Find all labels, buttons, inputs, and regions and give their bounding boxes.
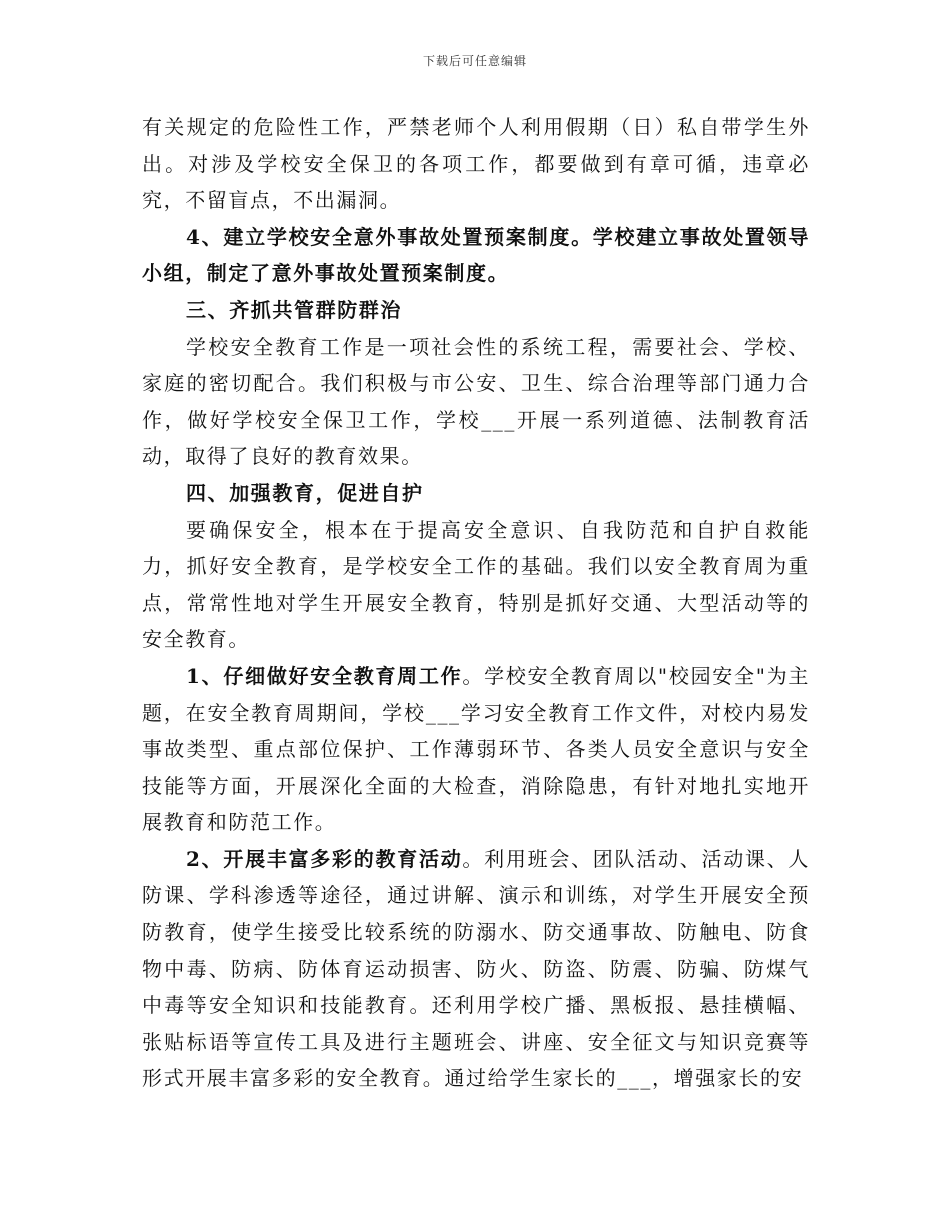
section-heading-strengthen-education: 四、加强教育，促进自护 <box>186 480 424 505</box>
paragraph-body-education-activities: 。利用班会、团队活动、活动课、人防课、学科渗透等途径，通过讲解、演示和训练，对学生开展安全预防教育，使学生接受比较系统的防溺水、防交通事故、防触电、防食物中毒、防病、防体育运动损害、防火、防盗、防震、防骗、防煤气中毒等安全知识和技能教育。还利用学校广播、黑板报、悬挂横幅、张贴标语等宣传工具及进行主题班会、讲座、安全征文与知识竞赛等形式开展丰富多彩的安全教育。通过给学生家长的___，增强家长的安 <box>142 846 810 1091</box>
page-header: 下载后可任意编辑 <box>422 54 527 68</box>
section-heading-joint-management: 三、齐抓共管群防群治 <box>186 297 402 322</box>
paragraph-lead-education-week: 1、仔细做好安全教育周工作 <box>186 663 463 688</box>
document-body <box>142 109 810 1097</box>
paragraph-social-cooperation: 学校安全教育工作是一项社会性的系统工程，需要社会、学校、家庭的密切配合。我们积极与市公安、卫生、综合治理等部门通力合作，做好学校安全保卫工作，学校___开展一系列道德、法制教育活动，取得了良好的教育效果。 <box>142 334 810 469</box>
paragraph-lead-education-activities: 2、开展丰富多彩的教育活动 <box>186 846 463 871</box>
paragraph-body-education-week: 。学校安全教育周以"校园安全"为主题，在安全教育周期间，学校___学习安全教育工作文件，对校内易发事故类型、重点部位保护、工作薄弱环节、各类人员安全意识与安全技能等方面，开展深化全面的大检查，消除隐患，有针对地扎实地开展教育和防范工作。 <box>142 663 810 835</box>
paragraph-safety-awareness: 要确保安全，根本在于提高安全意识、自我防范和自护自救能力，抓好安全教育，是学校安全工作的基础。我们以安全教育周为重点，常常性地对学生开展安全教育，特别是抓好交通、大型活动等的安全教育。 <box>142 517 810 652</box>
paragraph-accident-plan: 4、建立学校安全意外事故处置预案制度。学校建立事故处置领导小组，制定了意外事故处置预案制度。 <box>142 224 810 286</box>
paragraph-education-week <box>142 658 810 841</box>
paragraph-education-activities <box>142 841 810 1097</box>
paragraph-safety-rules: 有关规定的危险性工作，严禁老师个人利用假期（日）私自带学生外出。对涉及学校安全保卫的各项工作，都要做到有章可循，违章必究，不留盲点，不出漏洞。 <box>142 115 810 213</box>
